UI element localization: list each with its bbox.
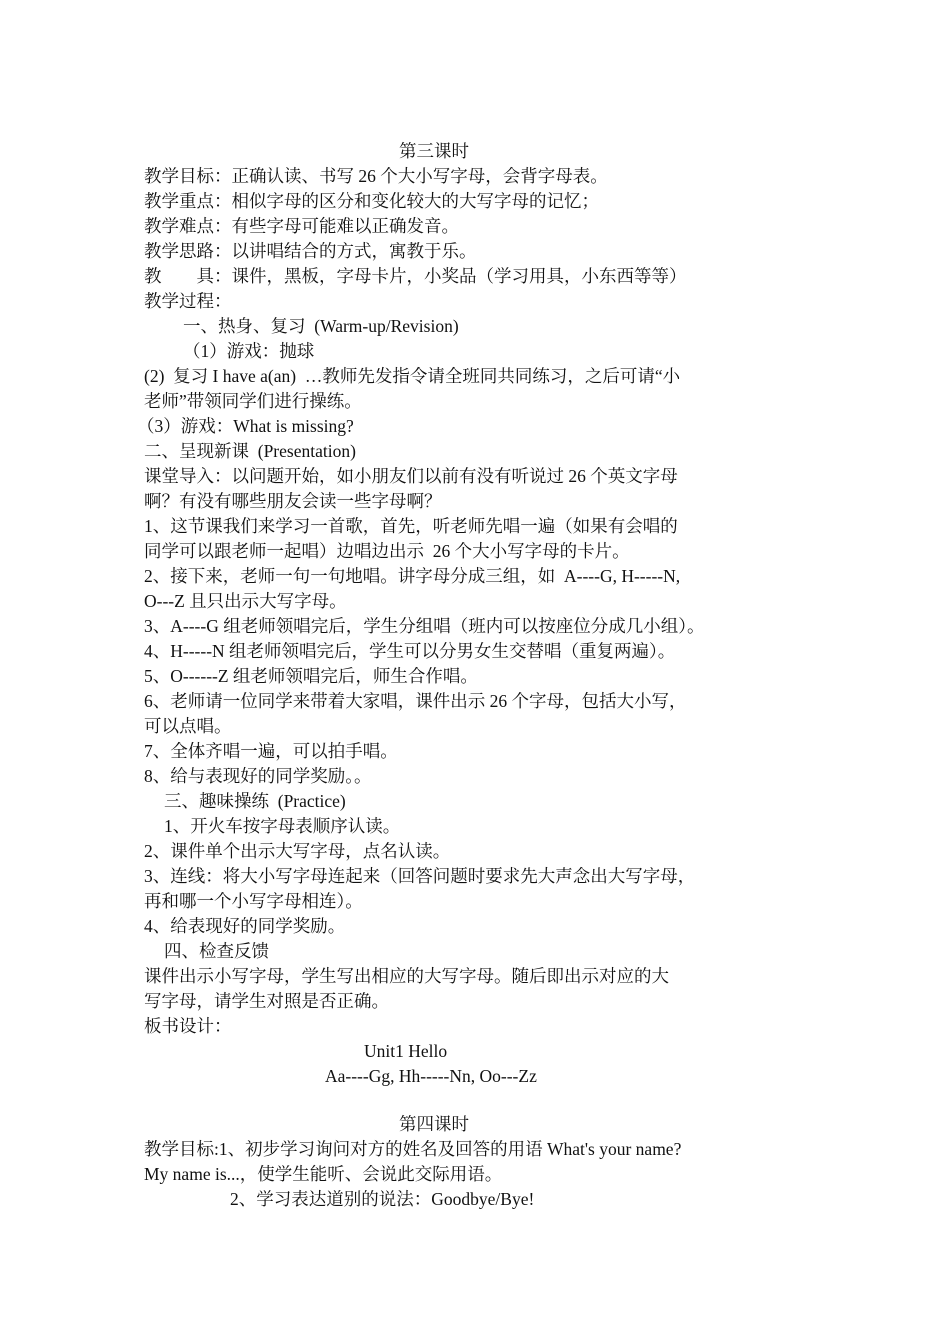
warmup-item-3: （3）游戏：What is missing?: [137, 416, 354, 436]
presentation-step-2: 2、接下来，老师一句一句地唱。讲字母分成三组，如 A----G, H-----N,: [144, 566, 681, 586]
section-feedback-heading: 四、检查反馈: [164, 941, 269, 961]
practice-step-3: 3、连线：将大小写字母连起来（回答问题时要求先大声念出大写字母，: [144, 866, 696, 886]
section-practice-heading: 三、趣味操练 (Practice): [164, 791, 346, 811]
lead-in-cont: 啊？有没有哪些朋友会读一些字母啊？: [144, 491, 442, 511]
practice-step-2: 2、课件单个出示大写字母，点名认读。: [144, 841, 451, 861]
teaching-aids: 教 具：课件，黑板，字母卡片，小奖品（学习用具，小东西等等）: [144, 266, 687, 286]
presentation-step-6: 6、老师请一位同学来带着大家唱，课件出示 26 个字母，包括大小写，: [144, 691, 687, 711]
teaching-difficulty: 教学难点：有些字母可能难以正确发音。: [144, 216, 459, 236]
section-presentation-heading: 二、呈现新课 (Presentation): [144, 441, 356, 461]
teaching-approach: 教学思路：以讲唱结合的方式，寓教于乐。: [144, 241, 477, 261]
feedback-text-cont: 写字母，请学生对照是否正确。: [144, 991, 389, 1011]
presentation-step-5: 5、O------Z 组老师领唱完后，师生合作唱。: [144, 666, 478, 686]
presentation-step-2-cont: O---Z 且只出示大写字母。: [144, 591, 347, 611]
lesson4-objective-2: 2、学习表达道别的说法：Goodbye/Bye!: [230, 1189, 535, 1209]
warmup-item-2: (2) 复习 I have a(an) …教师先发指令请全班同共同练习，之后可请“小: [144, 366, 681, 386]
teaching-objective: 教学目标：正确认读、书写 26 个大小写字母，会背字母表。: [144, 166, 608, 186]
presentation-step-1-cont: 同学可以跟老师一起唱）边唱边出示 26 个大小写字母的卡片。: [144, 541, 630, 561]
presentation-step-4: 4、H-----N 组老师领唱完后，学生可以分男女生交替唱（重复两遍）。: [144, 641, 676, 661]
presentation-step-8: 8、给与表现好的同学奖励。。: [144, 766, 372, 786]
teaching-process-heading: 教学过程：: [144, 291, 232, 311]
section-warmup-heading: 一、热身、复习 (Warm-up/Revision): [183, 316, 459, 336]
presentation-step-3: 3、A----G 组老师领唱完后，学生分组唱（班内可以按座位分成几小组）。: [144, 616, 705, 636]
practice-step-4: 4、给表现好的同学奖励。: [144, 916, 346, 936]
practice-step-3-cont: 再和哪一个小写字母相连）。: [144, 891, 363, 911]
presentation-step-6-cont: 可以点唱。: [144, 716, 232, 736]
lead-in: 课堂导入：以问题开始，如小朋友们以前有没有听说过 26 个英文字母: [144, 466, 678, 486]
board-line-2: Aa----Gg, Hh-----Nn, Oo---Zz: [325, 1066, 537, 1086]
lesson4-objective-1-cont: My name is...，使学生能听、会说此交际用语。: [144, 1164, 503, 1184]
warmup-item-1: （1）游戏：抛球: [183, 341, 315, 361]
board-design-label: 板书设计：: [144, 1016, 232, 1036]
lesson4-objective-1: 教学目标:1、初步学习询问对方的姓名及回答的用语 What's your name?: [144, 1139, 682, 1159]
board-line-1: Unit1 Hello: [364, 1041, 448, 1061]
lesson4-title: 第四课时: [399, 1114, 469, 1134]
presentation-step-1: 1、这节课我们来学习一首歌，首先，听老师先唱一遍（如果有会唱的: [144, 516, 678, 536]
presentation-step-7: 7、全体齐唱一遍，可以拍手唱。: [144, 741, 398, 761]
lesson3-title: 第三课时: [399, 141, 469, 161]
practice-step-1: 1、开火车按字母表顺序认读。: [164, 816, 401, 836]
warmup-item-2-cont: 老师”带领同学们进行操练。: [144, 391, 362, 411]
teaching-focus: 教学重点：相似字母的区分和变化较大的大写字母的记忆；: [144, 191, 599, 211]
feedback-text: 课件出示小写字母，学生写出相应的大写字母。随后即出示对应的大: [144, 966, 669, 986]
